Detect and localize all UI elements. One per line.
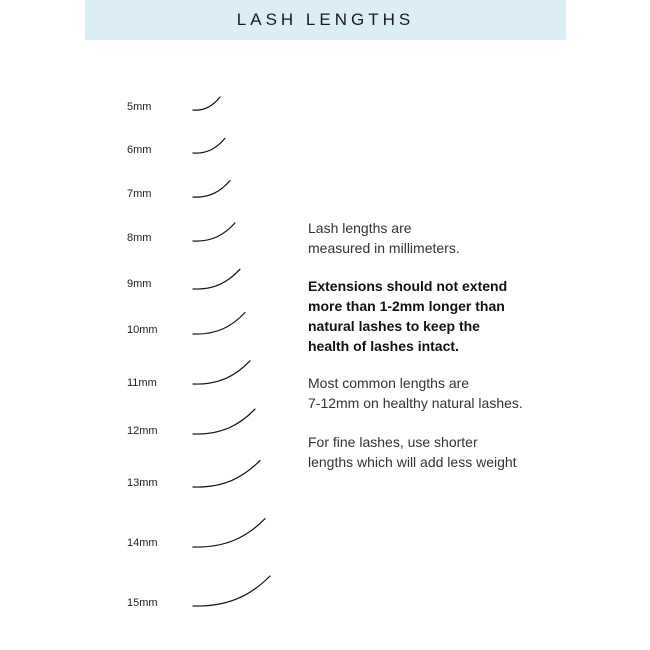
- length-label-8mm: 8mm: [127, 232, 152, 244]
- length-label-9mm: 9mm: [127, 278, 152, 290]
- fine-lashes-line2: lengths which will add less weight: [308, 454, 517, 470]
- length-label-15mm: 15mm: [127, 597, 158, 609]
- length-label-12mm: 12mm: [127, 425, 158, 437]
- lash-curve-14mm: [193, 519, 265, 547]
- lash-curve-15mm: [193, 576, 270, 606]
- extension-warning-line3: natural lashes to keep the: [308, 318, 480, 334]
- fine-lashes-line1: For fine lashes, use shorter: [308, 434, 478, 450]
- lash-curve-6mm: [193, 138, 225, 153]
- lash-curve-12mm: [193, 409, 255, 434]
- page-title: LASH LENGTHS: [236, 10, 415, 29]
- common-lengths-note: [308, 373, 568, 413]
- lash-curve-5mm: [193, 97, 220, 110]
- length-label-11mm: 11mm: [127, 377, 157, 389]
- length-label-5mm: 5mm: [127, 101, 152, 113]
- measurement-note-line2: measured in millimeters.: [308, 240, 460, 256]
- length-label-13mm: 13mm: [127, 477, 158, 489]
- length-label-6mm: 6mm: [127, 144, 152, 156]
- extension-warning-line2: more than 1-2mm longer than: [308, 298, 505, 314]
- lash-curve-8mm: [193, 223, 235, 241]
- lash-curve-9mm: [193, 269, 240, 289]
- length-label-7mm: 7mm: [127, 188, 152, 200]
- common-lengths-line2: 7-12mm on healthy natural lashes.: [308, 395, 523, 411]
- measurement-note-line1: Lash lengths are: [308, 220, 412, 236]
- lash-curve-7mm: [193, 181, 230, 197]
- extension-warning-line1: Extensions should not extend: [308, 278, 508, 294]
- lash-curve-10mm: [193, 313, 245, 335]
- common-lengths-line1: Most common lengths are: [308, 375, 470, 391]
- lash-curve-11mm: [193, 361, 250, 384]
- measurement-note: [308, 218, 568, 258]
- fine-lashes-note: [308, 432, 568, 472]
- extension-warning-line4: health of lashes intact.: [308, 338, 459, 354]
- length-label-14mm: 14mm: [127, 537, 158, 549]
- extension-warning: [308, 276, 568, 356]
- length-label-10mm: 10mm: [127, 324, 158, 336]
- lash-curve-13mm: [193, 460, 260, 487]
